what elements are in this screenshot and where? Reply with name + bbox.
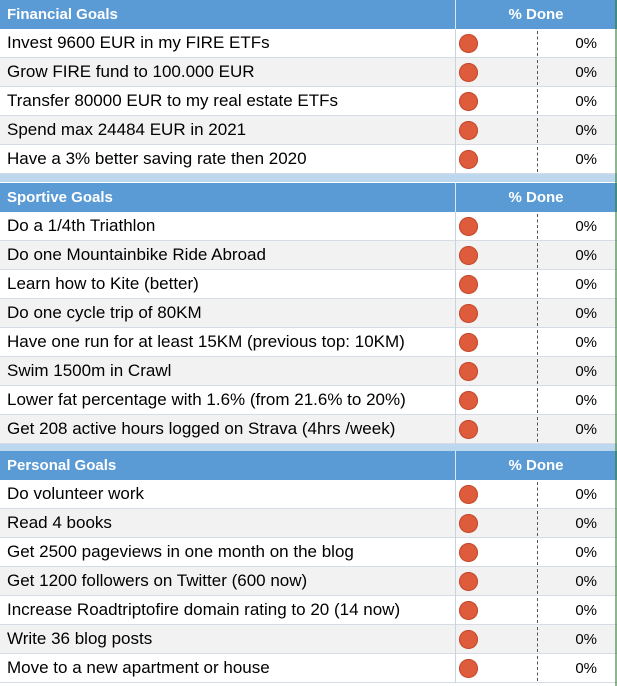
dashed-divider (537, 272, 538, 297)
status-dot-icon (459, 217, 478, 236)
percent-done[interactable]: 0% (575, 486, 597, 503)
percent-done[interactable]: 0% (575, 35, 597, 52)
cell-divider (455, 386, 456, 415)
cell-divider (455, 480, 456, 509)
status-dot-icon (459, 485, 478, 504)
goal-row[interactable] (0, 87, 617, 116)
status-dot-icon (459, 630, 478, 649)
goal-text[interactable]: Do one cycle trip of 80KM (7, 303, 202, 322)
goal-text[interactable]: Learn how to Kite (better) (7, 274, 199, 293)
section-header (0, 0, 617, 29)
cell-divider (455, 567, 456, 596)
goal-row[interactable] (0, 567, 617, 596)
status-dot-icon (459, 63, 478, 82)
dashed-divider (537, 214, 538, 239)
percent-done[interactable]: 0% (575, 218, 597, 235)
section-header (0, 183, 617, 212)
goal-row[interactable] (0, 29, 617, 58)
goal-text[interactable]: Get 2500 pageviews in one month on the blog (7, 542, 354, 561)
goal-section (0, 183, 617, 452)
cell-divider (455, 538, 456, 567)
status-dot-icon (459, 659, 478, 678)
cell-divider (455, 241, 456, 270)
status-dot-icon (459, 514, 478, 533)
dashed-divider (537, 243, 538, 268)
goal-row[interactable] (0, 116, 617, 145)
goal-row[interactable] (0, 386, 617, 415)
dashed-divider (537, 301, 538, 326)
goal-row[interactable] (0, 58, 617, 87)
goal-text[interactable]: Have one run for at least 15KM (previous top: 10KM) (7, 332, 405, 351)
goal-row[interactable] (0, 625, 617, 654)
status-dot-icon (459, 391, 478, 410)
cell-divider (455, 299, 456, 328)
status-dot-icon (459, 92, 478, 111)
percent-done[interactable]: 0% (575, 392, 597, 409)
percent-done[interactable]: 0% (575, 93, 597, 110)
goal-text[interactable]: Invest 9600 EUR in my FIRE ETFs (7, 33, 270, 52)
percent-done[interactable]: 0% (575, 64, 597, 81)
percent-done[interactable]: 0% (575, 660, 597, 677)
goal-row[interactable] (0, 509, 617, 538)
goal-section (0, 451, 617, 683)
status-dot-icon (459, 601, 478, 620)
status-dot-icon (459, 304, 478, 323)
done-column-header: % Done (508, 189, 564, 206)
dashed-divider (537, 540, 538, 565)
goal-text[interactable]: Swim 1500m in Crawl (7, 361, 172, 380)
cell-divider (455, 212, 456, 241)
section-gap (0, 174, 617, 182)
goal-text[interactable]: Increase Roadtriptofire domain rating to 20 (14 now) (7, 600, 401, 619)
dashed-divider (537, 147, 538, 172)
goal-row[interactable] (0, 357, 617, 386)
dashed-divider (537, 417, 538, 442)
cell-divider (455, 87, 456, 116)
dashed-divider (537, 656, 538, 681)
status-dot-icon (459, 34, 478, 53)
percent-done[interactable]: 0% (575, 421, 597, 438)
goal-text[interactable]: Do volunteer work (7, 484, 145, 503)
dashed-divider (537, 569, 538, 594)
goal-text[interactable]: Have a 3% better saving rate then 2020 (7, 149, 307, 168)
status-dot-icon (459, 362, 478, 381)
goal-text[interactable]: Do a 1/4th Triathlon (7, 216, 156, 235)
dashed-divider (537, 511, 538, 536)
percent-done[interactable]: 0% (575, 631, 597, 648)
cell-divider (455, 357, 456, 386)
dashed-divider (537, 388, 538, 413)
goal-text[interactable]: Do one Mountainbike Ride Abroad (7, 245, 266, 264)
cell-divider (455, 270, 456, 299)
status-dot-icon (459, 333, 478, 352)
percent-done[interactable]: 0% (575, 573, 597, 590)
goal-row[interactable] (0, 538, 617, 567)
percent-done[interactable]: 0% (575, 334, 597, 351)
goal-row[interactable] (0, 415, 617, 444)
goal-row[interactable] (0, 299, 617, 328)
percent-done[interactable]: 0% (575, 363, 597, 380)
status-dot-icon (459, 121, 478, 140)
done-column-header: % Done (508, 457, 564, 474)
goal-text[interactable]: Transfer 80000 EUR to my real estate ETFs (7, 91, 338, 110)
goal-row[interactable] (0, 480, 617, 509)
cell-divider (455, 58, 456, 87)
dashed-divider (537, 627, 538, 652)
percent-done[interactable]: 0% (575, 151, 597, 168)
percent-done[interactable]: 0% (575, 276, 597, 293)
goal-text[interactable]: Lower fat percentage with 1.6% (from 21.6% to 20%) (7, 390, 406, 409)
goal-text[interactable]: Move to a new apartment or house (7, 658, 270, 677)
status-dot-icon (459, 150, 478, 169)
dashed-divider (537, 598, 538, 623)
section-title: Personal Goals (7, 457, 117, 474)
cell-divider (455, 29, 456, 58)
cell-divider (455, 509, 456, 538)
cell-divider (455, 415, 456, 444)
status-dot-icon (459, 275, 478, 294)
dashed-divider (537, 330, 538, 355)
cell-divider (455, 145, 456, 174)
percent-done[interactable]: 0% (575, 247, 597, 264)
goal-row[interactable] (0, 270, 617, 299)
goal-row[interactable] (0, 241, 617, 270)
cell-divider (455, 654, 456, 683)
dashed-divider (537, 359, 538, 384)
cell-divider (455, 625, 456, 654)
cell-divider (455, 328, 456, 357)
status-dot-icon (459, 572, 478, 591)
section-header (0, 451, 617, 480)
goal-text[interactable]: Grow FIRE fund to 100.000 EUR (7, 62, 255, 81)
cell-divider (455, 116, 456, 145)
dashed-divider (537, 482, 538, 507)
percent-done[interactable]: 0% (575, 515, 597, 532)
percent-done[interactable]: 0% (575, 122, 597, 139)
goal-text[interactable]: Read 4 books (7, 513, 112, 532)
cell-divider (455, 596, 456, 625)
goal-row[interactable] (0, 654, 617, 683)
goal-row[interactable] (0, 212, 617, 241)
goal-row[interactable] (0, 145, 617, 174)
dashed-divider (537, 31, 538, 56)
goal-text[interactable]: Get 1200 followers on Twitter (600 now) (7, 571, 308, 590)
goal-row[interactable] (0, 328, 617, 357)
percent-done[interactable]: 0% (575, 602, 597, 619)
goal-row[interactable] (0, 596, 617, 625)
section-title: Sportive Goals (7, 189, 113, 206)
status-dot-icon (459, 246, 478, 265)
dashed-divider (537, 89, 538, 114)
section-title: Financial Goals (7, 6, 118, 23)
dashed-divider (537, 118, 538, 143)
goal-text[interactable]: Spend max 24484 EUR in 2021 (7, 120, 247, 139)
dashed-divider (537, 60, 538, 85)
goal-text[interactable]: Get 208 active hours logged on Strava (4hrs /week) (7, 419, 396, 438)
status-dot-icon (459, 543, 478, 562)
percent-done[interactable]: 0% (575, 544, 597, 561)
goal-section (0, 0, 617, 182)
goal-text[interactable]: Write 36 blog posts (7, 629, 153, 648)
status-dot-icon (459, 420, 478, 439)
done-column-header: % Done (508, 6, 564, 23)
percent-done[interactable]: 0% (575, 305, 597, 322)
